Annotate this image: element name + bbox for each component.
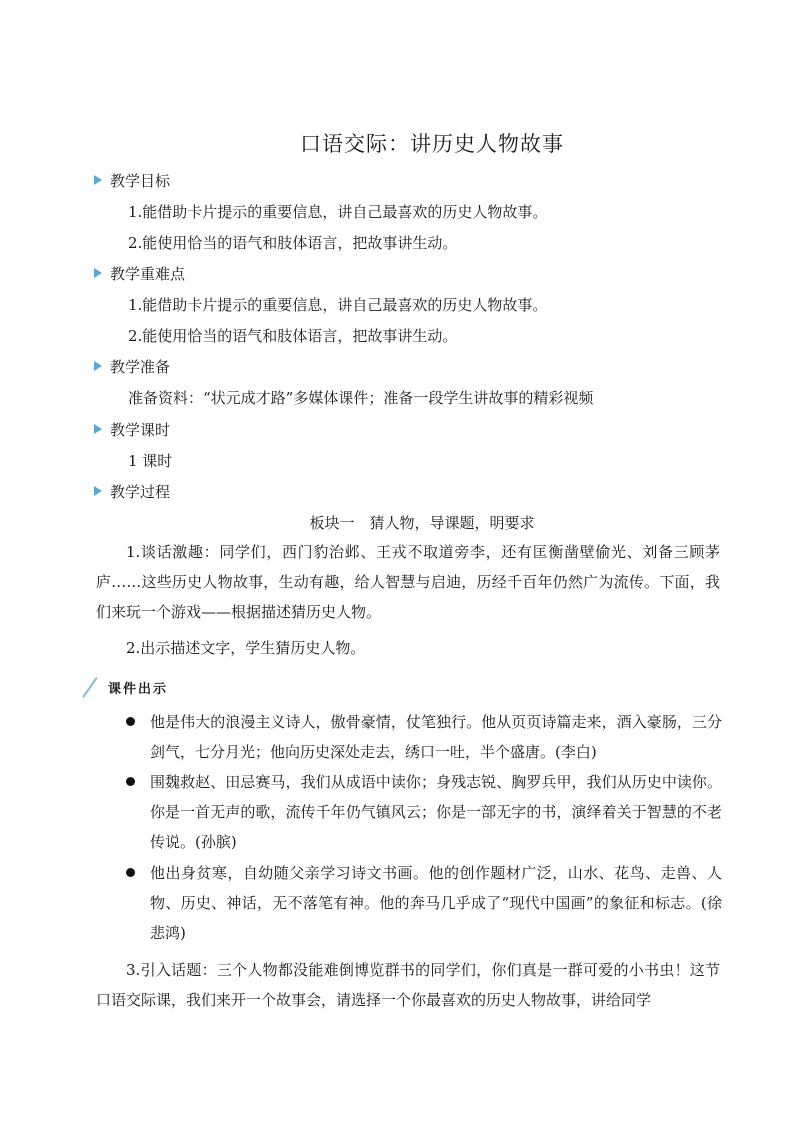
section-heading-process: 教学过程 [94, 482, 170, 502]
bullet-dot-icon [126, 777, 135, 786]
triangle-bullet-icon [94, 424, 102, 434]
bullet-dot-icon [126, 717, 135, 726]
section-heading-key-points: 教学重难点 [94, 264, 185, 284]
triangle-bullet-icon [94, 268, 102, 278]
triangle-bullet-icon [94, 175, 102, 185]
hours-text: 1 课时 [128, 452, 173, 470]
key-point-item: 1.能借助卡片提示的重要信息，讲自己最喜欢的历史人物故事。 [128, 296, 548, 314]
block-title: 板块一 猜人物，导课题，明要求 [309, 514, 535, 532]
process-paragraph-1: 1.谈话激趣：同学们，西门豹治邺、王戎不取道旁李，还有匡衡凿壁偷光、刘备三顾茅庐……这些历史人物故事，生动有趣，给人智慧与启迪，历经千百年仍然广为流传。下面，我们来玩一个游戏——根据描述猜历史人物。 [96, 543, 720, 621]
process-paragraph-2: 2.出示描述文字，学生猜历史人物。 [126, 639, 366, 657]
courseware-label [92, 677, 212, 699]
key-point-item: 2.能使用恰当的语气和肢体语言，把故事讲生动。 [128, 327, 458, 345]
bullet-item: 围魏救赵、田忌赛马，我们从成语中读你；身残志锐、胸罗兵甲，我们从历史中读你。你是一首无声的歌，流传千年仍气镇风云；你是一部无字的书，演绎着关于智慧的不老传说。(孙膑) [150, 773, 722, 851]
goal-item: 1.能借助卡片提示的重要信息，讲自己最喜欢的历史人物故事。 [128, 203, 548, 221]
slash-decoration-icon [82, 677, 97, 698]
bullet-item: 他是伟大的浪漫主义诗人，傲骨豪情，仗笔独行。他从页页诗篇走来，酒入豪肠，三分剑气，七分月光；他向历史深处走去，绣口一吐，半个盛唐。(李白) [150, 713, 722, 761]
process-paragraph-3: 3.引入话题：三个人物都没能难倒博览群书的同学们，你们真是一群可爱的小书虫！这节口语交际课，我们来开一个故事会，请选择一个你最喜欢的历史人物故事，讲给同学 [96, 961, 720, 1009]
prep-text: 准备资料：“状元成才路”多媒体课件；准备一段学生讲故事的精彩视频 [128, 389, 594, 407]
triangle-bullet-icon [94, 486, 102, 496]
triangle-bullet-icon [94, 361, 102, 371]
goal-item: 2.能使用恰当的语气和肢体语言，把故事讲生动。 [128, 234, 458, 252]
bullet-dot-icon [126, 868, 135, 877]
courseware-label-text: 课件出示 [108, 682, 169, 697]
section-heading-prep: 教学准备 [94, 357, 170, 377]
section-heading-hours: 教学课时 [94, 420, 170, 440]
section-heading-goals: 教学目标 [94, 171, 170, 191]
page-title: 口语交际：讲历史人物故事 [300, 132, 564, 156]
bullet-item: 他出身贫寒，自幼随父亲学习诗文书画。他的创作题材广泛，山水、花鸟、走兽、人物、历史、神话，无不落笔有神。他的奔马几乎成了“现代中国画”的象征和标志。(徐悲鸿) [150, 864, 722, 942]
